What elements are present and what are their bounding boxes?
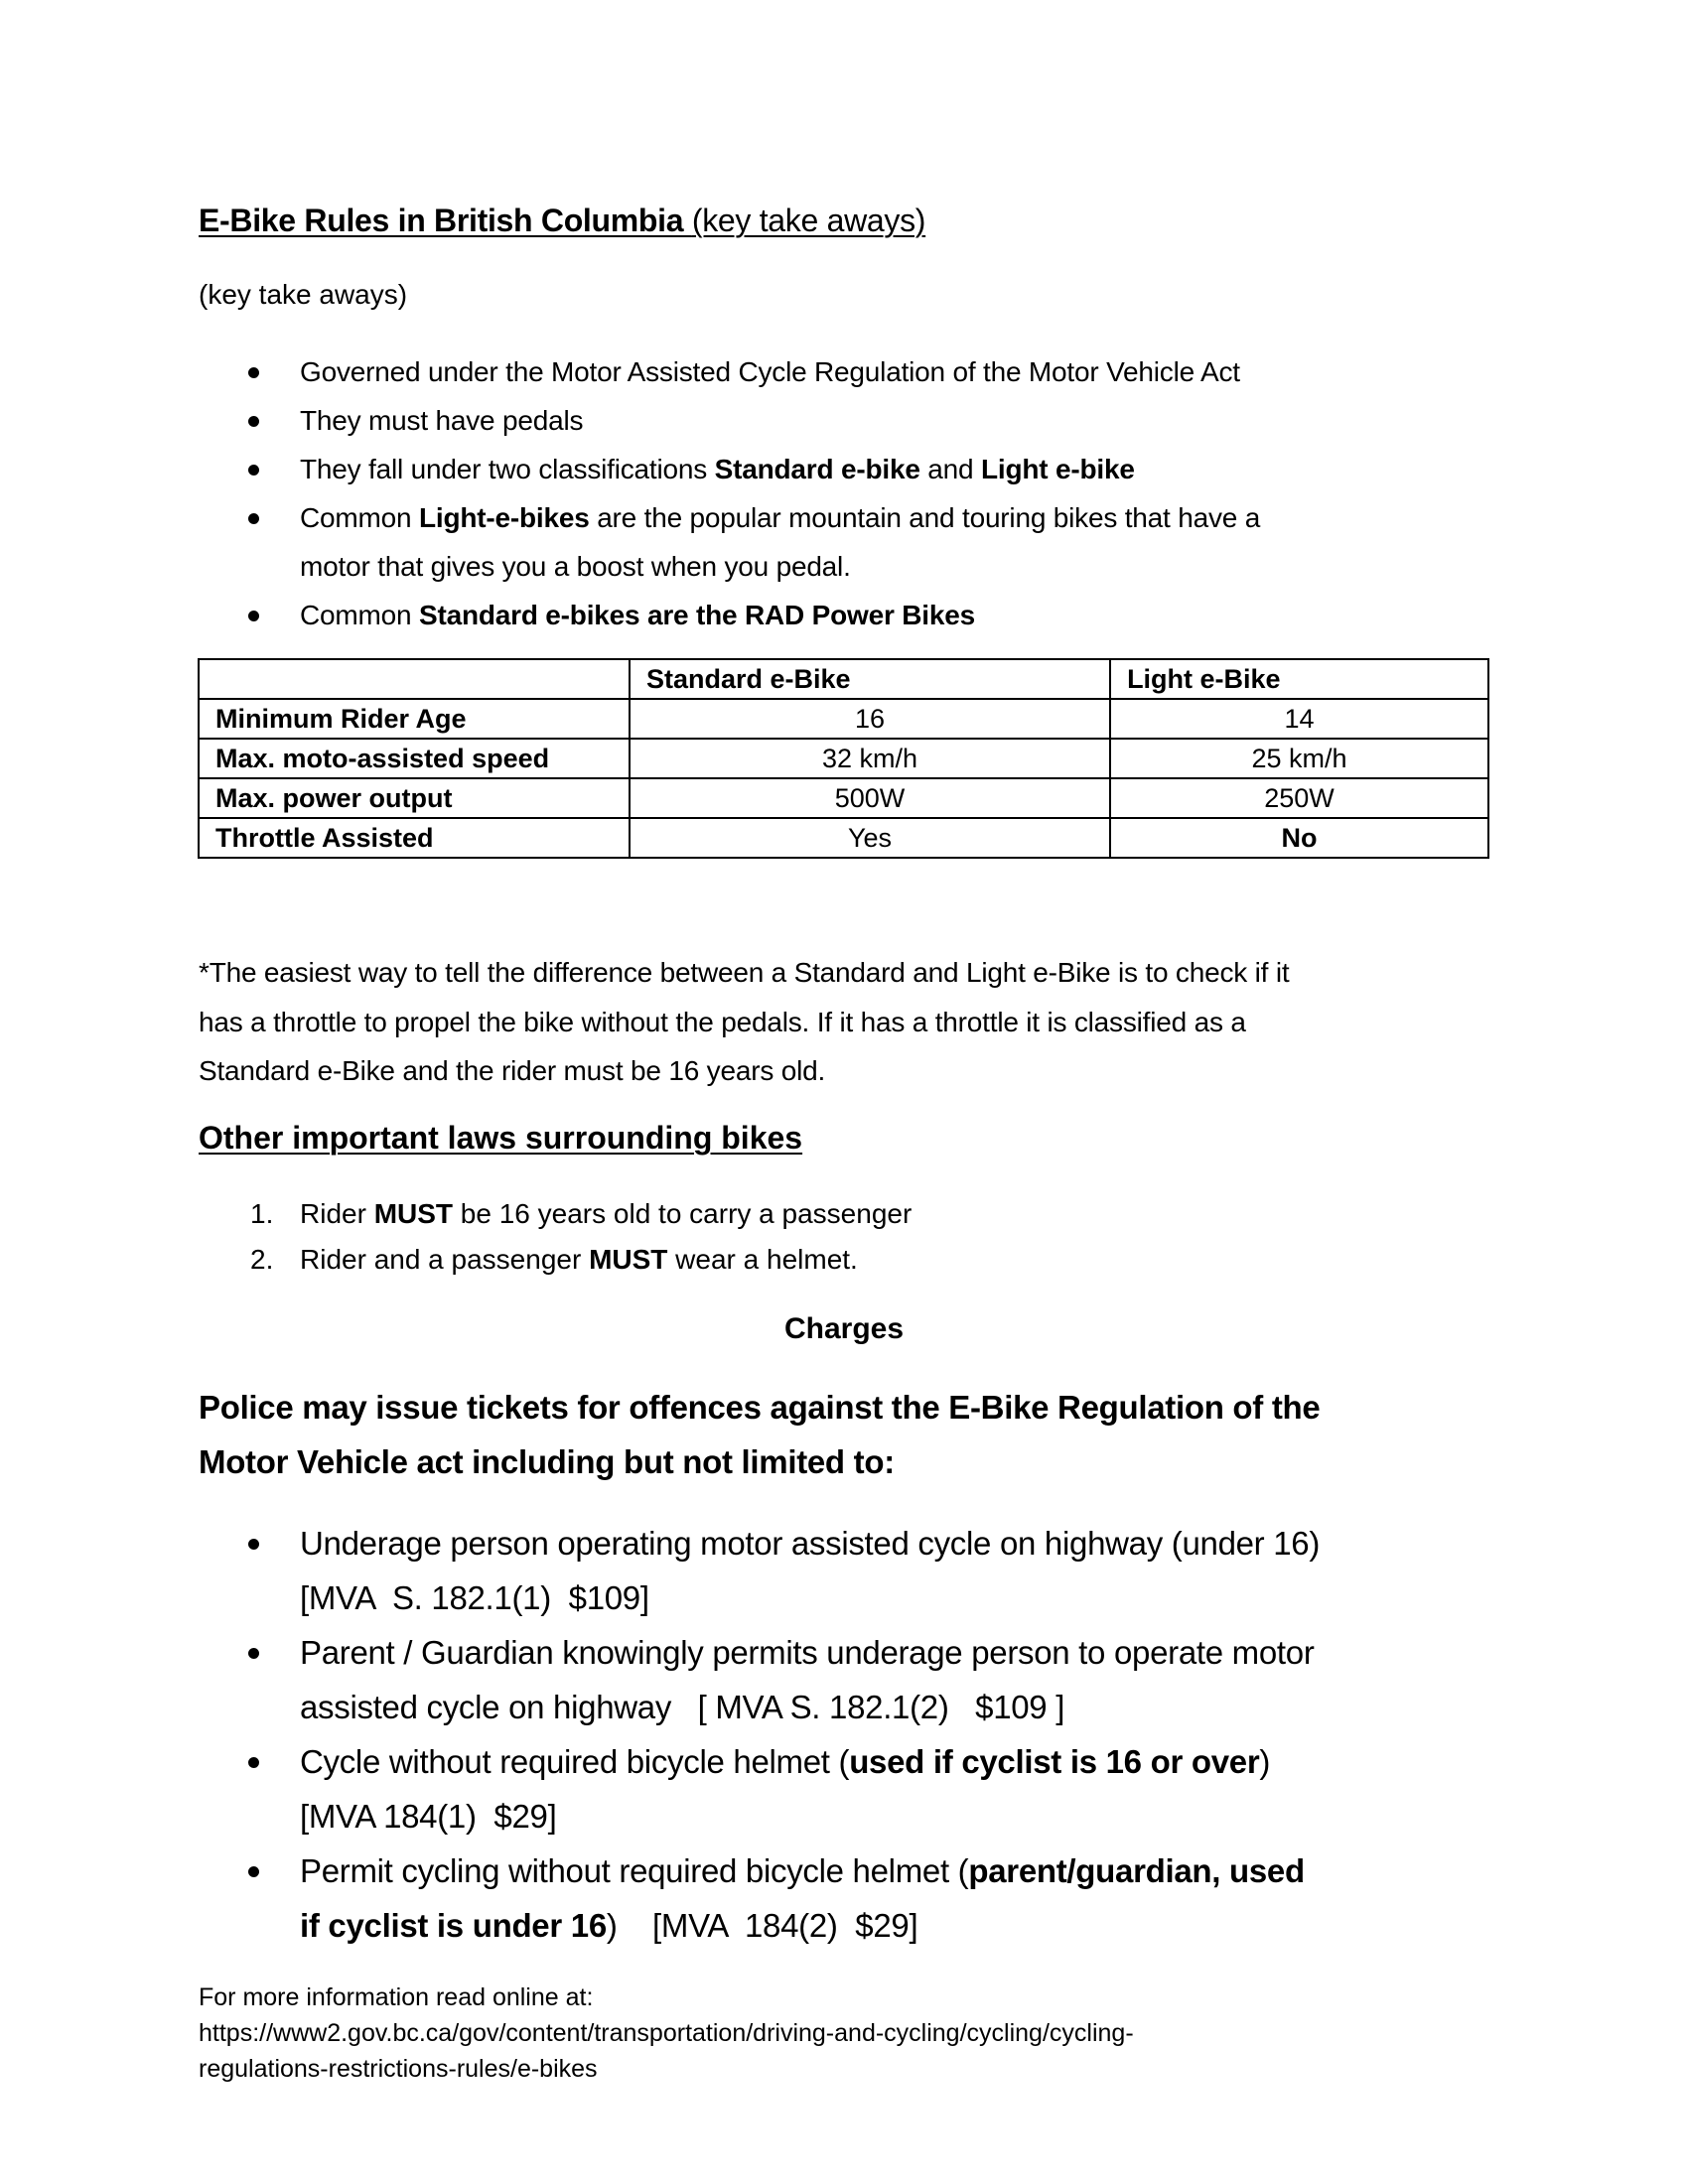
key-point-item	[0, 493, 1688, 591]
key-point-text: Common	[300, 502, 419, 533]
note-line: *The easiest way to tell the difference between a Standard and Light e-Bike is to check if it	[199, 957, 1290, 988]
bullet-icon	[248, 513, 259, 524]
key-point-text: Governed under the Motor Assisted Cycle Regulation of the Motor Vehicle Act	[300, 356, 1240, 387]
key-point-item	[0, 347, 1688, 396]
charge-citation: ) [MVA 184(2) $29]	[606, 1907, 918, 1944]
charges-intro-line: Police may issue tickets for offences against the E-Bike Regulation of the	[199, 1389, 1321, 1426]
subtitle: (key take aways)	[199, 279, 408, 310]
charge-citation: [MVA S. 182.1(1) $109]	[300, 1579, 649, 1616]
light-value: No	[1110, 818, 1488, 858]
standard-value: 32 km/h	[630, 739, 1110, 778]
charges-list	[0, 1516, 1688, 1953]
page-title-suffix: (key take aways)	[691, 203, 926, 238]
charge-item	[0, 1625, 1688, 1734]
other-law-item	[0, 1237, 1688, 1283]
other-law-item	[0, 1191, 1688, 1237]
charge-emphasis: if cyclist is under 16	[300, 1907, 607, 1944]
bullet-icon	[248, 1866, 259, 1877]
more-info-url: regulations-restrictions-rules/e-bikes	[199, 2055, 598, 2083]
row-label: Minimum Rider Age	[199, 699, 630, 739]
note-line: Standard e-Bike and the rider must be 16 years old.	[199, 1055, 826, 1086]
charge-emphasis: parent/guardian, used	[968, 1852, 1305, 1889]
bullet-icon	[248, 1757, 259, 1768]
standard-value: Yes	[630, 818, 1110, 858]
table-header-standard: Standard e-Bike	[630, 659, 1110, 699]
other-laws-heading: Other important laws surrounding bikes	[199, 1120, 803, 1156]
bullet-icon	[248, 416, 259, 427]
charge-emphasis: used if cyclist is 16 or over	[849, 1743, 1260, 1780]
throttle-note	[199, 948, 1509, 1096]
bullet-icon	[248, 367, 259, 378]
charge-text: )	[1259, 1743, 1271, 1780]
standard-value: 16	[630, 699, 1110, 739]
ebike-comparison-table	[198, 658, 1489, 859]
bullet-icon	[248, 465, 259, 476]
row-label: Max. moto-assisted speed	[199, 739, 630, 778]
key-point-text: Common	[300, 600, 419, 630]
law-text: be 16 years old to carry a passenger	[453, 1198, 913, 1229]
table-row	[199, 778, 1488, 818]
more-info-url: https://www2.gov.bc.ca/gov/content/transportation/driving-and-cycling/cycling/cycling-	[199, 2019, 1134, 2047]
light-value: 25 km/h	[1110, 739, 1488, 778]
page-title	[199, 203, 925, 239]
more-info-label: For more information read online at:	[199, 1983, 594, 2011]
key-point-text: They fall under two classifications	[300, 454, 715, 484]
list-number: 2.	[250, 1244, 274, 1275]
light-value: 14	[1110, 699, 1488, 739]
law-text: Rider and a passenger	[300, 1244, 590, 1275]
bullet-icon	[248, 611, 259, 621]
note-line: has a throttle to propel the bike without the pedals. If it has a throttle it is classified as a	[199, 1006, 1246, 1037]
charge-text: Cycle without required bicycle helmet (	[300, 1743, 850, 1780]
charge-text: Underage person operating motor assisted cycle on highway (under 16)	[300, 1525, 1321, 1562]
key-point-continuation: motor that gives you a boost when you pedal.	[300, 551, 851, 582]
key-point-text: They must have pedals	[300, 405, 584, 436]
law-text: Rider	[300, 1198, 374, 1229]
table-row	[199, 818, 1488, 858]
other-laws-list	[0, 1191, 1688, 1283]
charge-item	[0, 1516, 1688, 1625]
charge-citation: [MVA 184(1) $29]	[300, 1798, 557, 1835]
charge-citation: assisted cycle on highway [ MVA S. 182.1(2) $109 ]	[300, 1689, 1065, 1725]
charges-heading: Charges	[783, 1312, 905, 1345]
key-point-bold: Standard e-bike	[714, 454, 920, 484]
charge-item	[0, 1734, 1688, 1843]
charges-intro	[199, 1380, 1320, 1489]
key-points-list	[0, 347, 1688, 639]
charge-text: Permit cycling without required bicycle helmet (	[300, 1852, 969, 1889]
key-point-item	[0, 591, 1688, 639]
key-point-text: are the popular mountain and touring bikes that have a	[589, 502, 1261, 533]
key-point-bold: Standard e-bikes are the RAD Power Bikes	[418, 600, 975, 630]
row-label: Max. power output	[199, 778, 630, 818]
key-point-bold: Light e-bike	[981, 454, 1135, 484]
law-text: wear a helmet.	[667, 1244, 858, 1275]
table-header-row	[199, 659, 1488, 699]
charge-text: Parent / Guardian knowingly permits underage person to operate motor	[300, 1634, 1315, 1671]
law-emphasis: MUST	[589, 1244, 668, 1275]
charge-item	[0, 1843, 1688, 1953]
charges-intro-line: Motor Vehicle act including but not limited to:	[199, 1443, 895, 1480]
table-header-light: Light e-Bike	[1110, 659, 1488, 699]
law-emphasis: MUST	[373, 1198, 454, 1229]
table-row	[199, 739, 1488, 778]
standard-value: 500W	[630, 778, 1110, 818]
more-info-footer	[199, 1979, 1134, 2087]
key-point-text: and	[919, 454, 981, 484]
key-point-bold: Light-e-bikes	[418, 502, 590, 533]
row-label: Throttle Assisted	[199, 818, 630, 858]
table-header-empty	[199, 659, 630, 699]
list-number: 1.	[250, 1198, 274, 1229]
key-point-item	[0, 396, 1688, 445]
table-row	[199, 699, 1488, 739]
bullet-icon	[248, 1648, 259, 1659]
bullet-icon	[248, 1539, 259, 1550]
page-title-bold: E-Bike Rules in British Columbia	[199, 203, 692, 238]
light-value: 250W	[1110, 778, 1488, 818]
key-point-item	[0, 445, 1688, 493]
